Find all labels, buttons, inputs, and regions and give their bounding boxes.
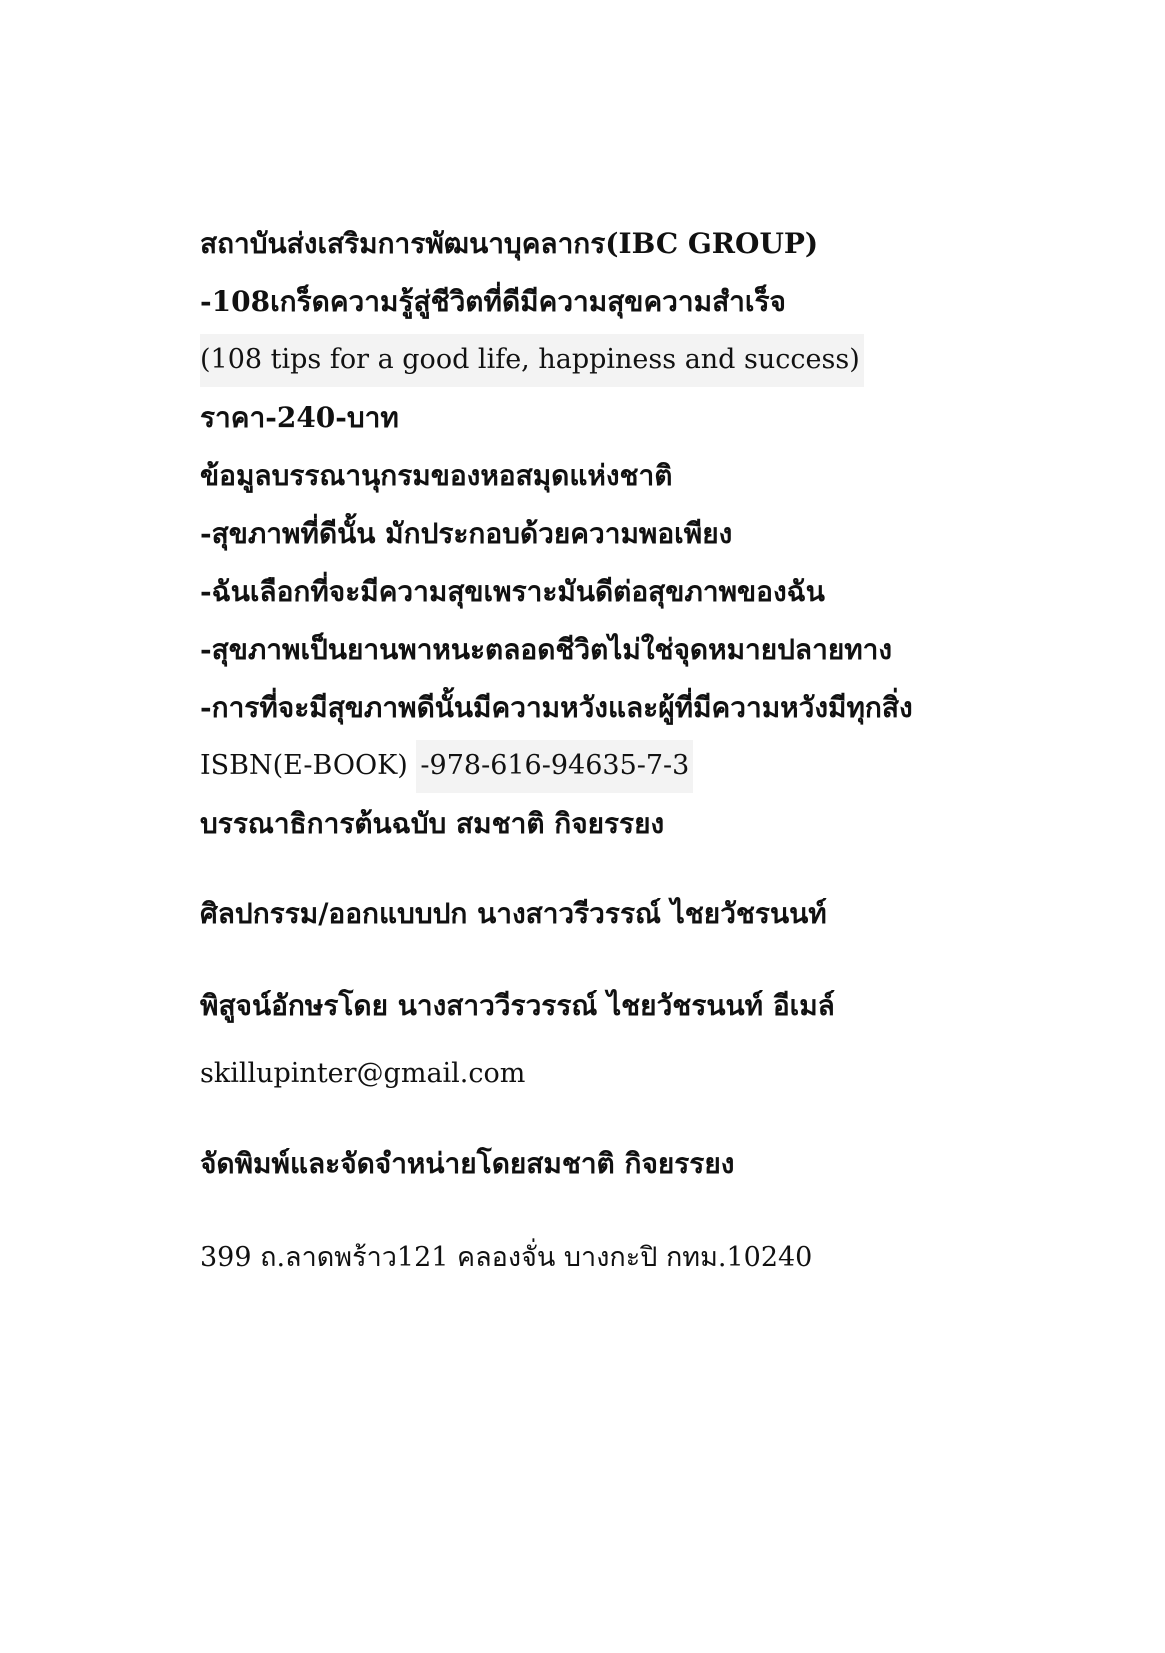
book-title-english-row xyxy=(200,346,864,373)
printed-by: จัดพิมพ์และจัดจำหน่ายโดยสมชาติ กิจยรรยง xyxy=(200,1147,735,1180)
address: 399 ถ.ลาดพร้าว121 คลองจั่น บางกะปิ กทม.10240 xyxy=(200,1242,813,1273)
book-title-thai: -108เกร็ดความรู้สู่ชีวิตที่ดีมีความสุขความสำเร็จ xyxy=(200,285,786,318)
email: skillupinter@gmail.com xyxy=(200,1058,526,1089)
isbn-label: ISBN(E-BOOK) xyxy=(200,750,408,781)
editor: บรรณาธิการต้นฉบับ สมชาติ กิจยรรยง xyxy=(200,807,665,840)
quote-1: -สุขภาพที่ดีนั้น มักประกอบด้วยความพอเพียง xyxy=(200,517,733,550)
book-title-english: (108 tips for a good life, happiness and success) xyxy=(200,334,864,387)
proofreader: พิสูจน์อักษรโดย นางสาววีรวรรณ์ ไชยวัชรนนท์ อีเมล์ xyxy=(200,989,835,1022)
catalog-heading: ข้อมูลบรรณานุกรมของหอสมุดแห่งชาติ xyxy=(200,459,673,492)
quote-3: -สุขภาพเป็นยานพาหนะตลอดชีวิตไม่ใช่จุดหมายปลายทาง xyxy=(200,633,893,666)
publisher-org: สถาบันส่งเสริมการพัฒนาบุคลากร(IBC GROUP) xyxy=(200,227,819,260)
quote-4: -การที่จะมีสุขภาพดีนั้นมีความหวังและผู้ที่มีความหวังมีทุกสิ่ง xyxy=(200,691,913,724)
isbn-row xyxy=(200,752,693,779)
quote-2: -ฉันเลือกที่จะมีความสุขเพราะมันดีต่อสุขภาพของฉัน xyxy=(200,575,825,608)
art-design: ศิลปกรรม/ออกแบบปก นางสาวรีวรรณ์ ไชยวัชรนนท์ xyxy=(200,897,827,930)
isbn-value: -978-616-94635-7-3 xyxy=(416,740,693,793)
price: ราคา-240-บาท xyxy=(200,401,399,434)
